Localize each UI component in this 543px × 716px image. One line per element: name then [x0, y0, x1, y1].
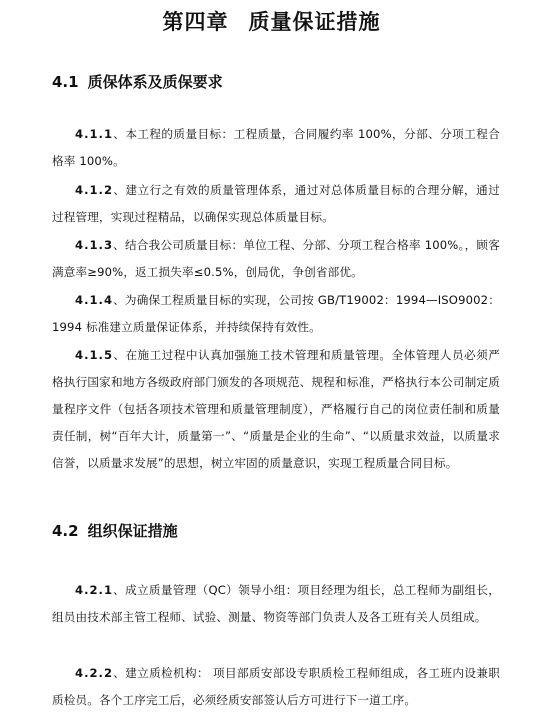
paragraph-number: 4.1.5: [75, 348, 114, 362]
paragraph-text: 、结合我公司质量目标：单位工程、分部、分项工程合格率 100%。，顾客满意率≥90%，返工损失率≤0.5%，创局优，争创省部优。: [52, 238, 500, 279]
paragraph-text: 、本工程的质量目标：工程质量，合同履约率 100%，分部、分项工程合格率 100%。: [52, 127, 500, 168]
paragraph-4-1-5: [52, 342, 500, 477]
section-number: 4.2: [52, 522, 79, 540]
paragraph-number: 4.1.4: [75, 293, 114, 307]
paragraph-4-2-1: [52, 577, 500, 631]
paragraph-4-1-1: [52, 121, 500, 175]
chapter-number: 第四章: [162, 9, 229, 34]
paragraph-4-1-4: [52, 287, 500, 341]
paragraph-number: 4.2.2: [75, 666, 114, 680]
paragraph-text: 、为确保工程质量目标的实现，公司按 GB/T19002：1994—ISO9002：1994 标准建立质量保证体系，并持续保持有效性。: [52, 293, 500, 334]
paragraph-text: 、建立质检机构： 项目部质安部设专职质检工程师组成，各工班内设兼职质检员。各个工序完工后，必须经质安部签认后方可进行下一道工序。: [52, 666, 500, 707]
chapter-name: 质量保证措施: [248, 9, 381, 34]
paragraph-number: 4.1.2: [75, 183, 114, 197]
section-title: 组织保证措施: [87, 522, 178, 540]
paragraph-number: 4.2.1: [75, 583, 114, 597]
paragraph-4-2-2: [52, 660, 500, 714]
paragraph-4-1-2: [52, 177, 500, 231]
section-title: 质保体系及质保要求: [87, 73, 223, 91]
paragraph-text: 、成立质量管理（QC）领导小组：项目经理为组长，总工程师为副组长，组员由技术部主管工程师、试验、测量、物资等部门负责人及各工班有关人员组成。: [52, 583, 500, 624]
paragraph-text: 、在施工过程中认真加强施工技术管理和质量管理。全体管理人员必须严格执行国家和地方各级政府部门颁发的各项规范、规程和标准，严格执行本公司制定质量程序文件（包括各项技术管理和质量管理制度），严格履行自己的岗位责任制和质量责任制，树“百年大计，质量第一”、“质量是企业的生命”、“以质量求效益，以质量求信誉，以质量求发展”的思想，树立牢固的质量意识，实现工程质量合同目标。: [52, 348, 500, 470]
chapter-title: [0, 6, 543, 36]
section-heading-4-2: [52, 520, 178, 541]
paragraph-number: 4.1.1: [75, 127, 114, 141]
paragraph-4-1-3: [52, 232, 500, 286]
section-number: 4.1: [52, 73, 79, 91]
paragraph-text: 、建立行之有效的质量管理体系，通过对总体质量目标的合理分解，通过过程管理，实现过程精品，以确保实现总体质量目标。: [52, 183, 500, 224]
paragraph-number: 4.1.3: [75, 238, 114, 252]
section-heading-4-1: [52, 71, 223, 92]
